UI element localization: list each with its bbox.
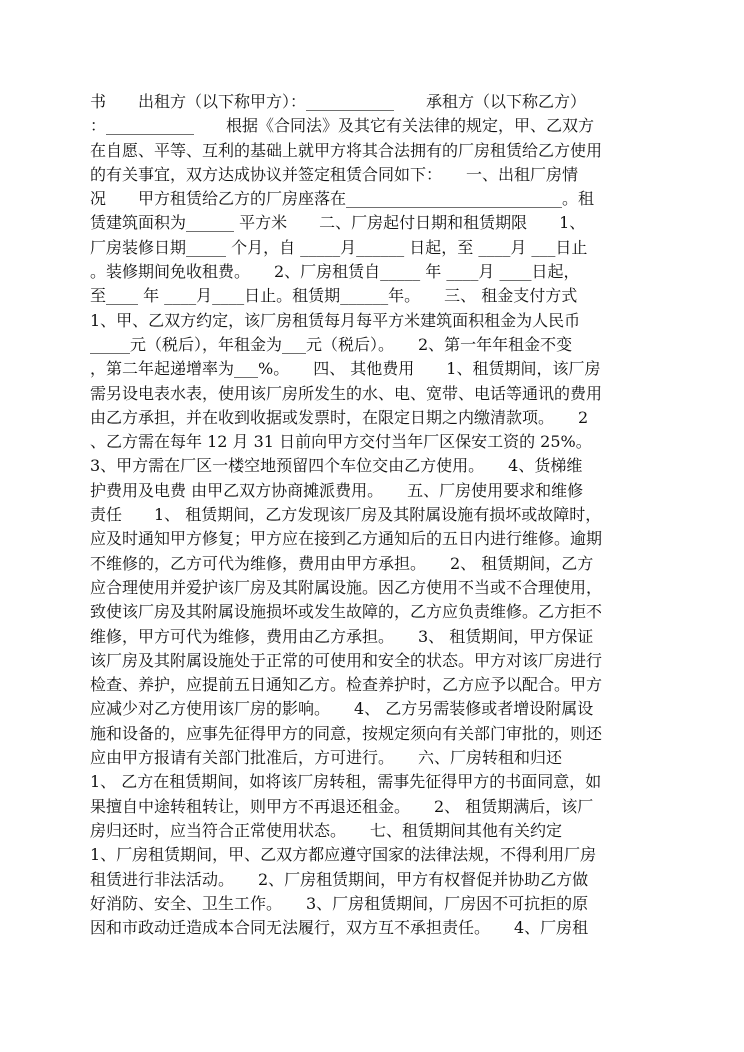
text-line: 。装修期间免收租费。 2、厂房租赁自_____ 年 ____月 ____日起， [90,262,580,282]
text-line: 由乙方承担，并在收到收据或发票时，在限定日期之内缴清款项。 2 [90,407,589,427]
text-line: 况 甲方租赁给乙方的厂房座落在___________________________。租 [90,189,595,209]
text-line: 租赁进行非法活动。 2、厂房租赁期间，甲方有权督促并协助乙方做 [90,869,589,889]
text-line: 好消防、安全、卫生工作。 3、厂房租赁期间，厂房因不可抗拒的原 [90,893,589,913]
text-line: 赁建筑面积为______ 平方米 二、厂房起付日期和租赁期限 1、 [90,213,586,233]
text-line: 该厂房及其附属设施处于正常的可使用和安全的状态。甲方对该厂房进行 [90,650,603,670]
text-line: 护费用及电费 由甲乙双方协商摊派费用。 五、厂房使用要求和维修 [90,480,584,500]
text-line: ，第二年起递增率为___%。 四、 其他费用 1、租赁期间，该厂房 [90,359,601,379]
text-line: 检查、养护，应提前五日通知乙方。检查养护时，乙方应予以配合。甲方 [90,675,603,695]
text-line: 1、 乙方在租赁期间，如将该厂房转租，需事先征得甲方的书面同意，如 [90,772,602,792]
text-line: 因和市政动迁造成本合同无法履行，双方互不承担责任。 4、厂房租 [90,918,589,938]
text-line: 应合理使用并爱护该厂房及其附属设施。因乙方使用不当或不合理使用， [90,577,603,597]
text-line: 、乙方需在每年 12 月 31 日前向甲方交付当年厂区保安工资的 25%。 [90,432,592,452]
text-line: 应由甲方报请有关部门批准后，方可进行。 六、厂房转租和归还 [90,748,563,768]
text-line: 在自愿、平等、互利的基础上就甲方将其合法拥有的厂房租赁给乙方使用 [90,140,603,160]
text-line: 应及时通知甲方修复；甲方应在接到乙方通知后的五日内进行维修。逾期 [90,529,603,549]
text-line: 施和设备的，应事先征得甲方的同意，按规定须向有关部门审批的，则还 [90,723,603,743]
text-line: 厂房装修日期_____ 个月，自 _____月______ 日起，至 ____月 ___日止 [90,237,588,257]
text-line: 至____ 年 ____月____日止。租赁期______年。 三、 租金支付方式 [90,286,578,306]
text-line: 果擅自中途转租转让，则甲方不再退还租金。 2、 租赁期满后，该厂 [90,796,594,816]
text-line: ：___________ 根据《合同法》及其它有关法律的规定，甲、乙双方 [90,116,595,136]
text-line: _____元（税后），年租金为___元（税后）。 2、第一年年租金不变 [90,334,573,354]
text-line: 的有关事宜，双方达成协议并签定租赁合同如下： 一、出租厂房情 [90,164,579,184]
text-line: 1、厂房租赁期间，甲、乙双方都应遵守国家的法律法规，不得利用厂房 [90,845,597,865]
text-line: 致使该厂房及其附属设施损坏或发生故障的，乙方应负责维修。乙方拒不 [90,602,603,622]
text-line: 应减少对乙方使用该厂房的影响。 4、 乙方另需装修或者增设附属设 [90,699,594,719]
contract-body-text [90,90,654,940]
text-line: 书 出租方（以下称甲方）：___________ 承租方（以下称乙方） [90,92,587,111]
text-line: 责任 1、 租赁期间，乙方发现该厂房及其附属设施有损坏或故障时， [90,505,602,525]
text-line: 维修，甲方可代为维修，费用由乙方承担。 3、 租赁期间，甲方保证 [90,626,594,646]
text-line: 不维修的，乙方可代为维修，费用由甲方承担。 2、 租赁期间，乙方 [90,553,594,573]
text-line: 房归还时，应当符合正常使用状态。 七、租赁期间其他有关约定 [90,820,563,840]
text-line: 需另设电表水表，使用该厂房所发生的水、电、宽带、电话等通讯的费用 [90,383,603,403]
text-line: 3、甲方需在厂区一楼空地预留四个车位交由乙方使用。 4、货梯维 [90,456,583,476]
text-line: 1、甲、乙双方约定，该厂房租赁每月每平方米建筑面积租金为人民币 [90,310,581,330]
